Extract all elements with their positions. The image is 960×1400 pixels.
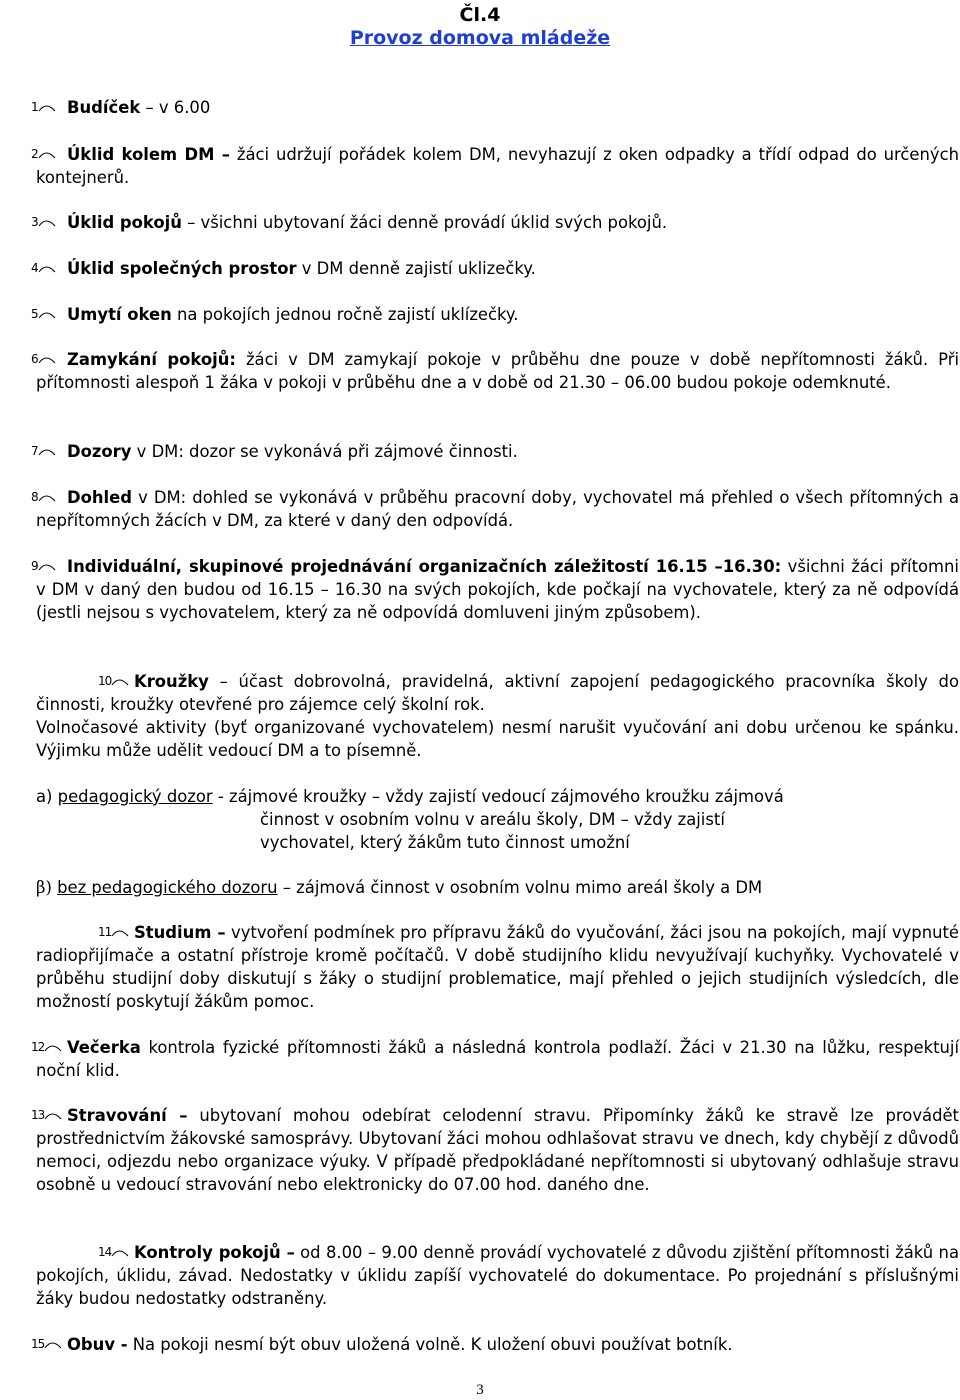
item-lead: Umytí oken — [67, 305, 172, 324]
item-text-3: vychovatel, který žákům tuto činnost umožní — [260, 833, 630, 852]
item-lead: Budíček — [67, 98, 141, 117]
item-text: – zájmová činnost v osobním volnu mimo areál školy a DM — [282, 878, 763, 897]
rule-item-cleaning-rooms — [31, 211, 959, 234]
rule-item-study — [36, 921, 959, 1013]
item-lead: Kroužky — [134, 672, 209, 691]
marker-icon: 8 — [0, 486, 56, 509]
item-lead: Úklid kolem DM – — [67, 145, 230, 164]
rule-item-common-areas — [31, 257, 959, 280]
item-text: kontrola fyzické přítomnosti žáků a následná kontrola podlaží. Žáci v 21.30 na lůžku, respektují noční klid. — [36, 1038, 959, 1080]
article-number: Čl.4 — [459, 4, 501, 26]
rule-item-cleaning-outside — [31, 143, 959, 189]
rule-item-windows — [31, 303, 959, 326]
item-text: všichni žáci přítomni v DM v daný den budou od 16.15 – 16.30 na svých pokojích, kde počkají na vychovatele, který za ně odpovídá (jestli nejsou s vychovatelem, který za ně odpovídá domluveni jiným způsobem). — [36, 557, 959, 622]
item-text: žáci udržují pořádek kolem DM, nevyhazují z oken odpadky a třídí odpad do určených kontejnerů. — [36, 145, 959, 187]
marker-icon: 5 — [0, 303, 56, 326]
marker-icon: 1 — [0, 96, 56, 119]
item-lead: Dozory — [67, 442, 132, 461]
rule-item-footwear — [31, 1333, 959, 1356]
item-lead: Zamykání pokojů: — [67, 350, 236, 369]
item-text: v DM denně zajistí uklizečky. — [301, 259, 536, 278]
item-lead: bez pedagogického dozoru — [57, 878, 278, 897]
item-text: ubytovaní mohou odebírat celodenní stravu. Připomínky žáků ke stravě lze provádět prostřednictvím žákovské samosprávy. Ubytovaní žáci mohou odhlašovat stravu ve dnech, kdy chybějí z důvodů nemoci, odjezdu nebo organizace výuky. V případě předpokládané nepřítomnosti si ubytovaný odhlašuje stravu osobně u vedoucí stravování nebo elektronicky do 07.00 hod. daného dne. — [36, 1106, 959, 1194]
marker-icon: 15 — [0, 1333, 62, 1356]
item-lead: pedagogický dozor — [57, 787, 213, 806]
rule-item-room-checks — [36, 1241, 959, 1310]
rule-item-clubs — [36, 670, 959, 762]
item-lead: Kontroly pokojů – — [134, 1243, 295, 1262]
item-text: vytvoření podmínek pro přípravu žáků do vyučování, žáci jsou na pokojích, mají vypnuté radiopřijímače a ostatní přístroje kromě počítačů. V době studijního klidu nevyužívají kuchyňky. Vychovatelé v průběhu studijní doby diskutují s žáky o studijní problematice, mají přehled o jejich studijních výsledcích, dle možností poskytují žákům pomoc. — [36, 923, 959, 1011]
item-lead: Večerka — [67, 1038, 141, 1057]
rule-item-meetings — [31, 555, 959, 624]
page-number: 3 — [476, 1382, 484, 1398]
marker-icon: 13 — [0, 1104, 62, 1127]
rule-item-oversight — [31, 486, 960, 532]
marker-icon: 12 — [0, 1036, 62, 1059]
rule-item-locking — [31, 348, 960, 394]
marker-icon: 4 — [0, 257, 56, 280]
item-text: - zájmové kroužky – vždy zajistí vedoucí zájmového kroužku zájmová — [217, 787, 784, 806]
rule-item-supervision — [31, 440, 959, 463]
item-text: na pokojích jednou ročně zajistí uklízečky. — [176, 305, 519, 324]
marker-icon: 14 — [0, 1241, 129, 1264]
item-lead: Obuv - — [67, 1335, 128, 1354]
rule-item-curfew — [31, 1036, 959, 1082]
marker-icon: 3 — [0, 211, 56, 234]
item-text: od 8.00 – 9.00 denně provádí vychovatelé z důvodu zjištění přítomnosti žáků na pokojích, úklidu, závad. Nedostatky v úklidu zapíší vychovatelé do dokumentace. Po projednání s příslušnými žáky budou nedostatky odstraněny. — [36, 1243, 959, 1308]
item-text: Na pokoji nesmí být obuv uložená volně. K uložení obuvi používat botník. — [132, 1335, 733, 1354]
rule-subitem-unsupervised — [36, 876, 936, 899]
marker-icon: 7 — [0, 440, 56, 463]
marker-icon: 6 — [0, 348, 56, 371]
item-lead: Stravování – — [67, 1106, 188, 1125]
item-text: – v 6.00 — [145, 98, 211, 117]
item-lead: Studium – — [134, 923, 226, 942]
rule-item-wakeup — [31, 96, 959, 119]
item-text-2: Volnočasové aktivity (byť organizované vychovatelem) nesmí narušit vyučování ani dobu určenou ke spánku. Výjimku může udělit vedoucí DM a to písemně. — [36, 718, 959, 760]
item-lead: Úklid pokojů — [67, 213, 182, 232]
rule-item-meals — [31, 1104, 959, 1196]
item-marker: a) — [36, 787, 53, 806]
item-marker: β) — [36, 878, 52, 897]
item-text: – všichni ubytovaní žáci denně provádí úklid svých pokojů. — [187, 213, 668, 232]
item-lead: Úklid společných prostor — [67, 259, 297, 278]
item-text: v DM: dohled se vykonává v průběhu pracovní doby, vychovatel má přehled o všech přítomných a nepřítomných žácích v DM, za které v daný den odpovídá. — [36, 488, 960, 530]
marker-icon: 2 — [0, 143, 56, 166]
item-text: žáci v DM zamykají pokoje v průběhu dne pouze v době nepřítomnosti žáků. Při přítomnosti alespoň 1 žáka v pokoji v průběhu dne a v době od 21.30 – 06.00 budou pokoje odemknuté. — [36, 350, 960, 392]
item-lead: Individuální, skupinové projednávání organizačních záležitostí 16.15 –16.30: — [67, 557, 782, 576]
marker-icon: 9 — [0, 555, 56, 578]
marker-icon: 11 — [0, 921, 129, 944]
article-title: Provoz domova mládeže — [349, 27, 611, 49]
item-lead: Dohled — [67, 488, 133, 507]
item-text-2: činnost v osobním volnu v areálu školy, DM – vždy zajistí — [260, 810, 725, 829]
marker-icon: 10 — [0, 670, 129, 693]
item-text: v DM: dozor se vykonává při zájmové činnosti. — [136, 442, 518, 461]
rule-subitem-supervised — [36, 785, 916, 854]
item-text: – účast dobrovolná, pravidelná, aktivní zapojení pedagogického pracovníka školy do činnosti, kroužky otevřené pro zájemce celý školní rok. — [36, 672, 959, 714]
